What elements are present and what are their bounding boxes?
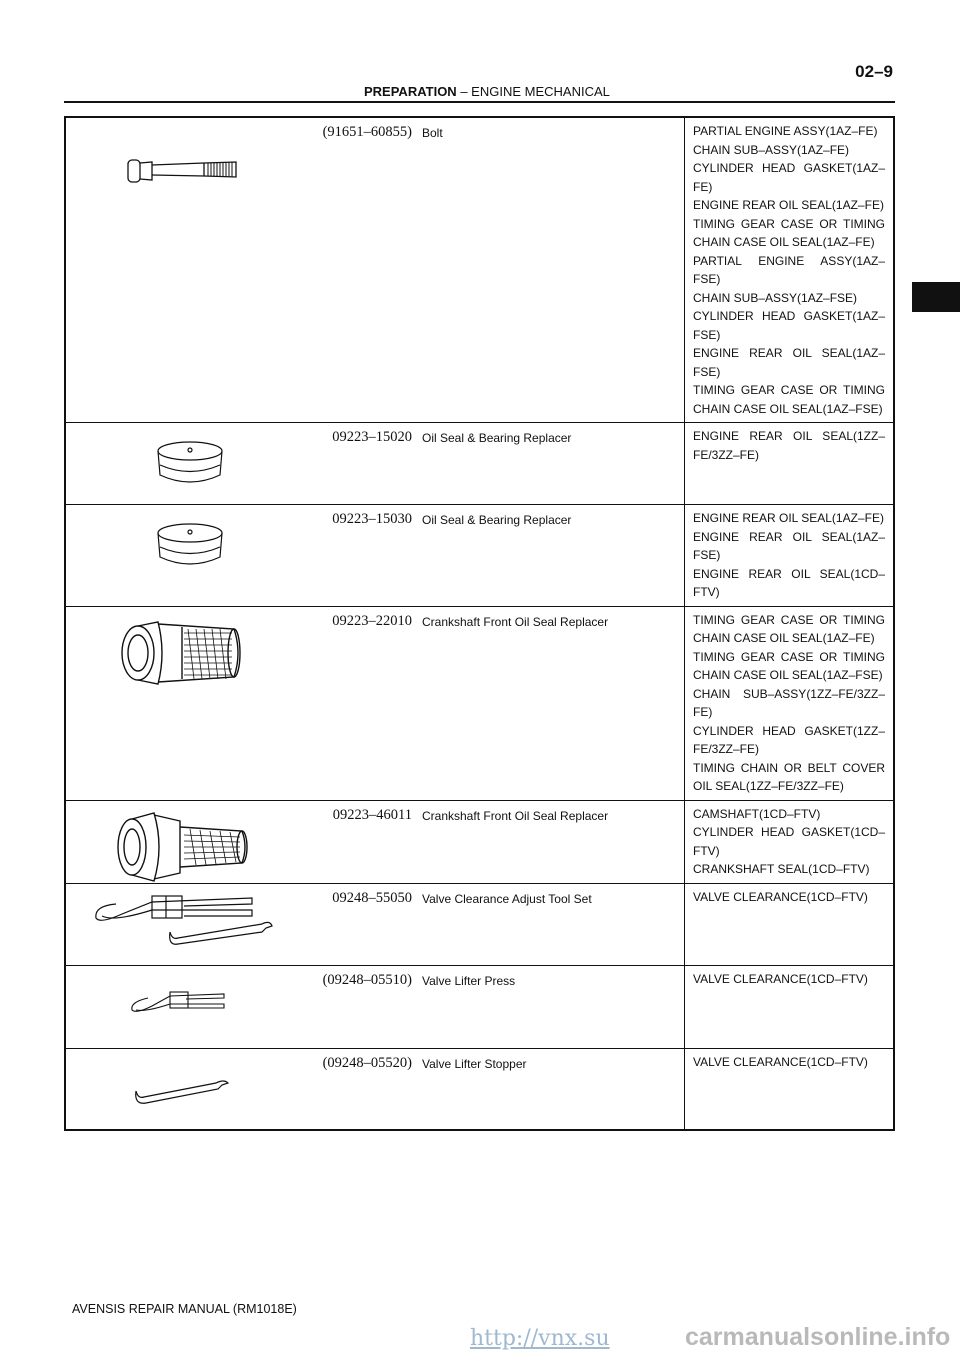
section-title <box>364 84 610 99</box>
sst-table <box>64 116 895 1131</box>
tool-image-cell <box>65 965 414 1048</box>
usage-item: CYLINDER HEAD GASKET(1CD–FTV) <box>693 825 885 858</box>
section-tab <box>912 282 960 312</box>
usage-item: CRANKSHAFT SEAL(1CD–FTV) <box>693 862 870 876</box>
usage-item: ENGINE REAR OIL SEAL(1AZ–FSE) <box>693 346 885 379</box>
table-row <box>65 965 894 1048</box>
valve-lifter-stopper-icon <box>66 1049 414 1131</box>
manual-footer: AVENSIS REPAIR MANUAL (RM1018E) <box>72 1302 297 1316</box>
tool-name: Valve Lifter Press <box>414 965 685 1048</box>
usage-item: CHAIN SUB–ASSY(1ZZ–FE/3ZZ–FE) <box>693 686 885 719</box>
bolt-icon <box>66 118 414 363</box>
usage-item: VALVE CLEARANCE(1CD–FTV) <box>693 1054 868 1069</box>
usage-item: CAMSHAFT(1CD–FTV) <box>693 806 821 821</box>
part-number: (09248–05510) <box>322 971 412 988</box>
usage-item: ENGINE REAR OIL SEAL(1AZ–FSE) <box>693 529 885 562</box>
table-row <box>65 883 894 965</box>
usage-item: CYLINDER HEAD GASKET(1AZ–FSE) <box>693 309 885 342</box>
tool-image-cell <box>65 423 414 505</box>
tool-image-cell <box>65 505 414 607</box>
usage-item: PARTIAL ENGINE ASSY(1AZ–FE) <box>693 124 878 138</box>
table-row <box>65 505 894 607</box>
header-rule <box>64 101 895 103</box>
tool-name: Crankshaft Front Oil Seal Replacer <box>414 606 685 800</box>
valve-lifter-press-icon <box>66 966 414 1049</box>
page-number: 02–9 <box>855 62 893 81</box>
usage-item: ENGINE REAR OIL SEAL(1ZZ–FE/3ZZ–FE) <box>693 429 885 462</box>
usage-item: PARTIAL ENGINE ASSY(1AZ–FSE) <box>693 253 885 286</box>
table-row <box>65 117 894 423</box>
tool-image-cell <box>65 800 414 883</box>
usage-item: ENGINE REAR OIL SEAL(1CD–FTV) <box>693 566 885 599</box>
usage-item: ENGINE REAR OIL SEAL(1AZ–FE) <box>693 198 884 212</box>
table-row <box>65 606 894 800</box>
oil-seal-replacer-icon <box>66 505 414 588</box>
tool-name: Oil Seal & Bearing Replacer <box>414 505 685 607</box>
tool-usage <box>685 883 895 965</box>
usage-item: VALVE CLEARANCE(1CD–FTV) <box>693 889 868 904</box>
tool-usage <box>685 800 895 883</box>
usage-item: CHAIN SUB–ASSY(1AZ–FE) <box>693 142 850 157</box>
watermark-link[interactable]: http://vnx.su <box>470 1326 610 1351</box>
usage-item: TIMING GEAR CASE OR TIMING CHAIN CASE OIL SEAL(1AZ–FE) <box>693 612 885 645</box>
tool-image-cell <box>65 117 414 423</box>
tool-usage <box>685 1048 895 1130</box>
tool-image-cell <box>65 883 414 965</box>
usage-item: TIMING CHAIN OR BELT COVER OIL SEAL(1ZZ–FE/3ZZ–FE) <box>693 760 885 793</box>
tool-usage <box>685 965 895 1048</box>
usage-item: VALVE CLEARANCE(1CD–FTV) <box>693 971 868 986</box>
oil-seal-replacer-icon <box>66 423 414 505</box>
part-number: 09223–22010 <box>332 612 412 629</box>
tool-name: Valve Lifter Stopper <box>414 1048 685 1130</box>
tool-name: Bolt <box>422 126 443 140</box>
watermark-text: carmanualsonline.info <box>685 1323 951 1351</box>
tool-image-cell <box>65 606 414 800</box>
section-subtitle: – ENGINE MECHANICAL <box>460 84 610 99</box>
usage-item: ENGINE REAR OIL SEAL(1AZ–FE) <box>693 511 884 525</box>
usage-item: CHAIN SUB–ASSY(1AZ–FSE) <box>693 290 858 305</box>
tool-image-cell <box>65 1048 414 1130</box>
tool-name: Crankshaft Front Oil Seal Replacer <box>414 800 685 883</box>
part-number: (91651–60855) <box>322 124 412 140</box>
part-number: (09248–05520) <box>322 1054 412 1071</box>
crankshaft-seal-replacer-icon <box>66 607 414 795</box>
tool-usage <box>685 505 895 607</box>
tool-usage <box>685 117 895 423</box>
tool-usage <box>685 423 895 505</box>
table-row <box>65 1048 894 1130</box>
part-number: 09223–15030 <box>332 511 412 527</box>
usage-item: CYLINDER HEAD GASKET(1ZZ–FE/3ZZ–FE) <box>693 723 885 756</box>
tool-name: Oil Seal & Bearing Replacer <box>414 423 685 505</box>
valve-tool-set-icon <box>66 884 414 966</box>
section-bold: PREPARATION <box>364 84 457 99</box>
tool-name: Valve Clearance Adjust Tool Set <box>414 883 685 965</box>
part-number: 09248–55050 <box>332 889 412 906</box>
usage-item: TIMING GEAR CASE OR TIMING CHAIN CASE OIL SEAL(1AZ–FSE) <box>693 383 885 416</box>
table-row <box>65 423 894 505</box>
page-header <box>64 62 895 102</box>
usage-item: CYLINDER HEAD GASKET(1AZ–FE) <box>693 161 885 194</box>
table-row <box>65 800 894 883</box>
usage-item: TIMING GEAR CASE OR TIMING CHAIN CASE OIL SEAL(1AZ–FSE) <box>693 649 885 682</box>
part-number: 09223–46011 <box>332 806 412 823</box>
crankshaft-seal-replacer-icon <box>66 801 414 884</box>
tool-usage <box>685 606 895 800</box>
part-number: 09223–15020 <box>332 429 412 445</box>
usage-item: TIMING GEAR CASE OR TIMING CHAIN CASE OIL SEAL(1AZ–FE) <box>693 216 885 249</box>
